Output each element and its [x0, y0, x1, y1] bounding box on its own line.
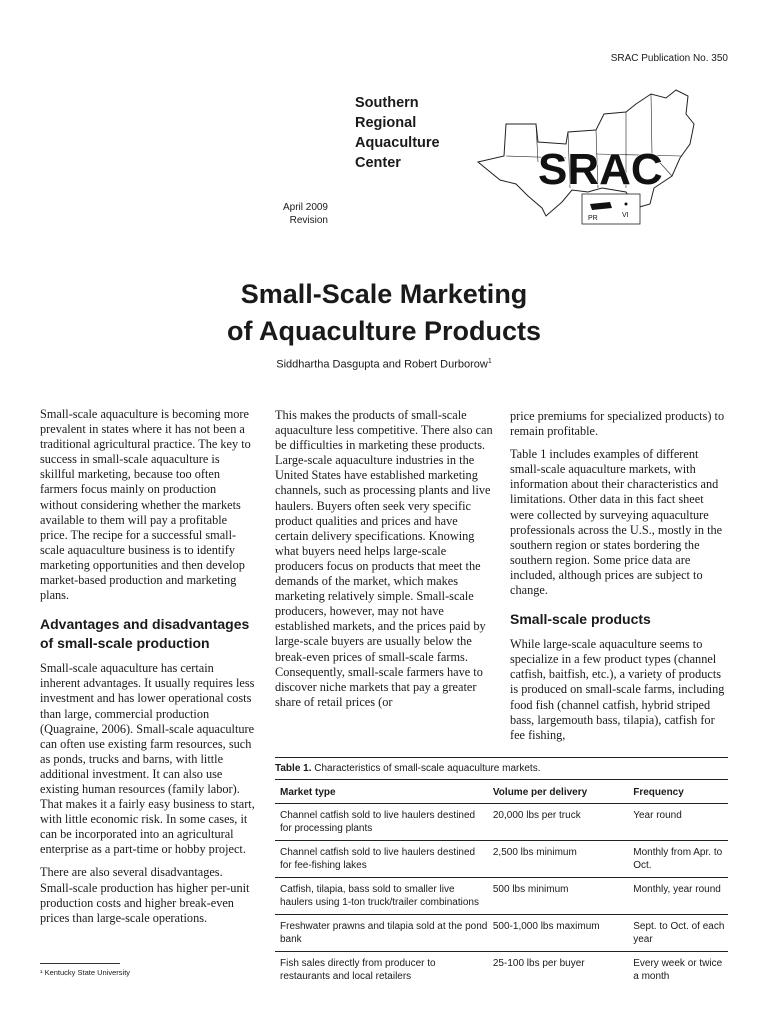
section-heading-products: Small-scale products [510, 611, 651, 628]
table-cell: Fish sales directly from producer to restaurants and local retailers [280, 958, 436, 982]
table-cell: Freshwater prawns and tilapia sold at the pond bank [280, 921, 488, 945]
pr-label: PR [588, 215, 598, 222]
org-line: Regional [355, 115, 417, 131]
column-2 [275, 408, 493, 718]
date-line: April 2009 [282, 202, 328, 213]
table-cell: Monthly from Apr. to Oct. [633, 847, 723, 871]
table-cell: Channel catfish sold to live haulers destined for processing plants [280, 810, 476, 834]
table-row [275, 803, 728, 840]
table-cell: 500 lbs minimum [492, 884, 569, 895]
table-cell: 500-1,000 lbs maximum [492, 921, 600, 932]
column-header: Market type [280, 787, 336, 798]
column-header: Volume per delivery [492, 787, 588, 798]
table-cell: 20,000 lbs per truck [492, 810, 581, 821]
table-cell: Monthly, year round [633, 884, 721, 895]
srac-logo-text: SRAC [538, 145, 663, 194]
publication-number: SRAC Publication No. 350 [610, 53, 728, 64]
table-cell: Every week or twice a month [633, 958, 723, 982]
vi-label: VI [622, 212, 629, 219]
organization-name [355, 93, 440, 173]
table-cell: Channel catfish sold to live haulers destined for fee-fishing lakes [280, 847, 476, 871]
table-row [275, 951, 728, 988]
table-row [275, 840, 728, 877]
virgin-islands-shape [625, 203, 628, 206]
table-caption-label: Table 1. [275, 763, 312, 774]
paragraph: Table 1 includes examples of different small-scale aquaculture markets, with information about their characteristics and limitations. Other data in this fact sheet were collected by surveying aquaculture professionals across the U.S., mostly in the southern region or states bordering the southern region. Some price data are included, although prices are subject to change. [510, 447, 723, 598]
footnote: ¹ Kentucky State University [40, 968, 131, 977]
publication-date [283, 201, 328, 227]
org-line: Center [355, 155, 401, 171]
table-cell: 2,500 lbs minimum [492, 847, 577, 858]
section-heading-advantages: Advantages and disadvantages of small-scale production [40, 616, 250, 652]
table-header-row [275, 779, 728, 803]
table-caption-text: Characteristics of small-scale aquaculture markets. [311, 763, 541, 774]
date-line: Revision [289, 215, 328, 226]
author-names: Siddhartha Dasgupta and Robert Durborow [276, 358, 488, 371]
table-caption [275, 757, 728, 779]
table-row [275, 877, 728, 914]
table-row [275, 914, 728, 951]
org-line: Southern [355, 95, 419, 111]
title-line: of Aquaculture Products [226, 316, 542, 346]
paragraph: There are also several disadvantages. Small-scale production has higher per-unit production costs and higher break-even prices than large-scale operations. [40, 865, 250, 925]
page-title [0, 276, 768, 350]
paragraph: This makes the products of small-scale aquaculture less competitive. There also can be difficulties in marketing these products. Large-scale aquaculture industries in the United States have established marketing channels, such as processing plants and live haulers. Buyers often seek very specific product qualities and prices and have certain delivery specifications. Knowing what buyers need helps large-scale producers focus on products that meet the demands of the market, which makes marketing relatively simple. Small-scale producers, however, may not have established markets, and the prices paid by large-scale buyers are usually below the break-even prices of small-scale farms. Consequently, small-scale farmers have to discover niche markets that pay a greater share of retail prices (or [275, 408, 493, 709]
footnote-rule [40, 963, 120, 964]
paragraph: Small-scale aquaculture has certain inherent advantages. It usually requires less investment and has lower operational costs than large, commercial production (Quagraine, 2006). Small-scale aquaculture can often use existing farm resources, such as ponds, trucks and barns, with little additional investment. It can also use existing human resources (family labor). That makes it a fairly easy business to start, with little economic risk. In some cases, it can be incorporated into an agricultural enterprise as a part-time or hobby project. [40, 661, 255, 857]
srac-logo-map [476, 84, 716, 234]
paragraph: While large-scale aquaculture seems to specialize in a few product types (channel catfish, baitfish, etc.), a variety of products is produced on small-scale farms, including food fish (channel catfish, hybrid striped bass, largemouth bass, tilapia), catfish for fee fishing, [510, 637, 725, 742]
table-1 [275, 757, 728, 988]
title-line: Small-Scale Marketing [240, 279, 528, 309]
column-3 [510, 409, 728, 751]
table-cell: Year round [633, 810, 682, 821]
column-1 [40, 407, 256, 934]
authors [0, 358, 768, 371]
table-cell: Sept. to Oct. of each year [633, 921, 725, 945]
paragraph: Small-scale aquaculture is becoming more prevalent in states where it has not been a traditional agricultural practice. The key to success in small-scale aquaculture is skillful marketing, because too often farmers focus mainly on production without considering whether the markets available to them will pay a profitable price. The recipe for a successful small-scale aquaculture business is to identify marketing opportunities and then develop market-based production and marketing plans. [40, 407, 251, 603]
table-cell: Catfish, tilapia, bass sold to smaller live haulers using 1-ton truck/trailer combinations [280, 884, 479, 908]
org-line: Aquaculture [355, 135, 440, 151]
column-header: Frequency [633, 787, 684, 798]
table-cell: 25-100 lbs per buyer [492, 958, 585, 969]
author-footnote-marker: 1 [487, 358, 492, 365]
paragraph: price premiums for specialized products) to remain profitable. [510, 409, 725, 439]
